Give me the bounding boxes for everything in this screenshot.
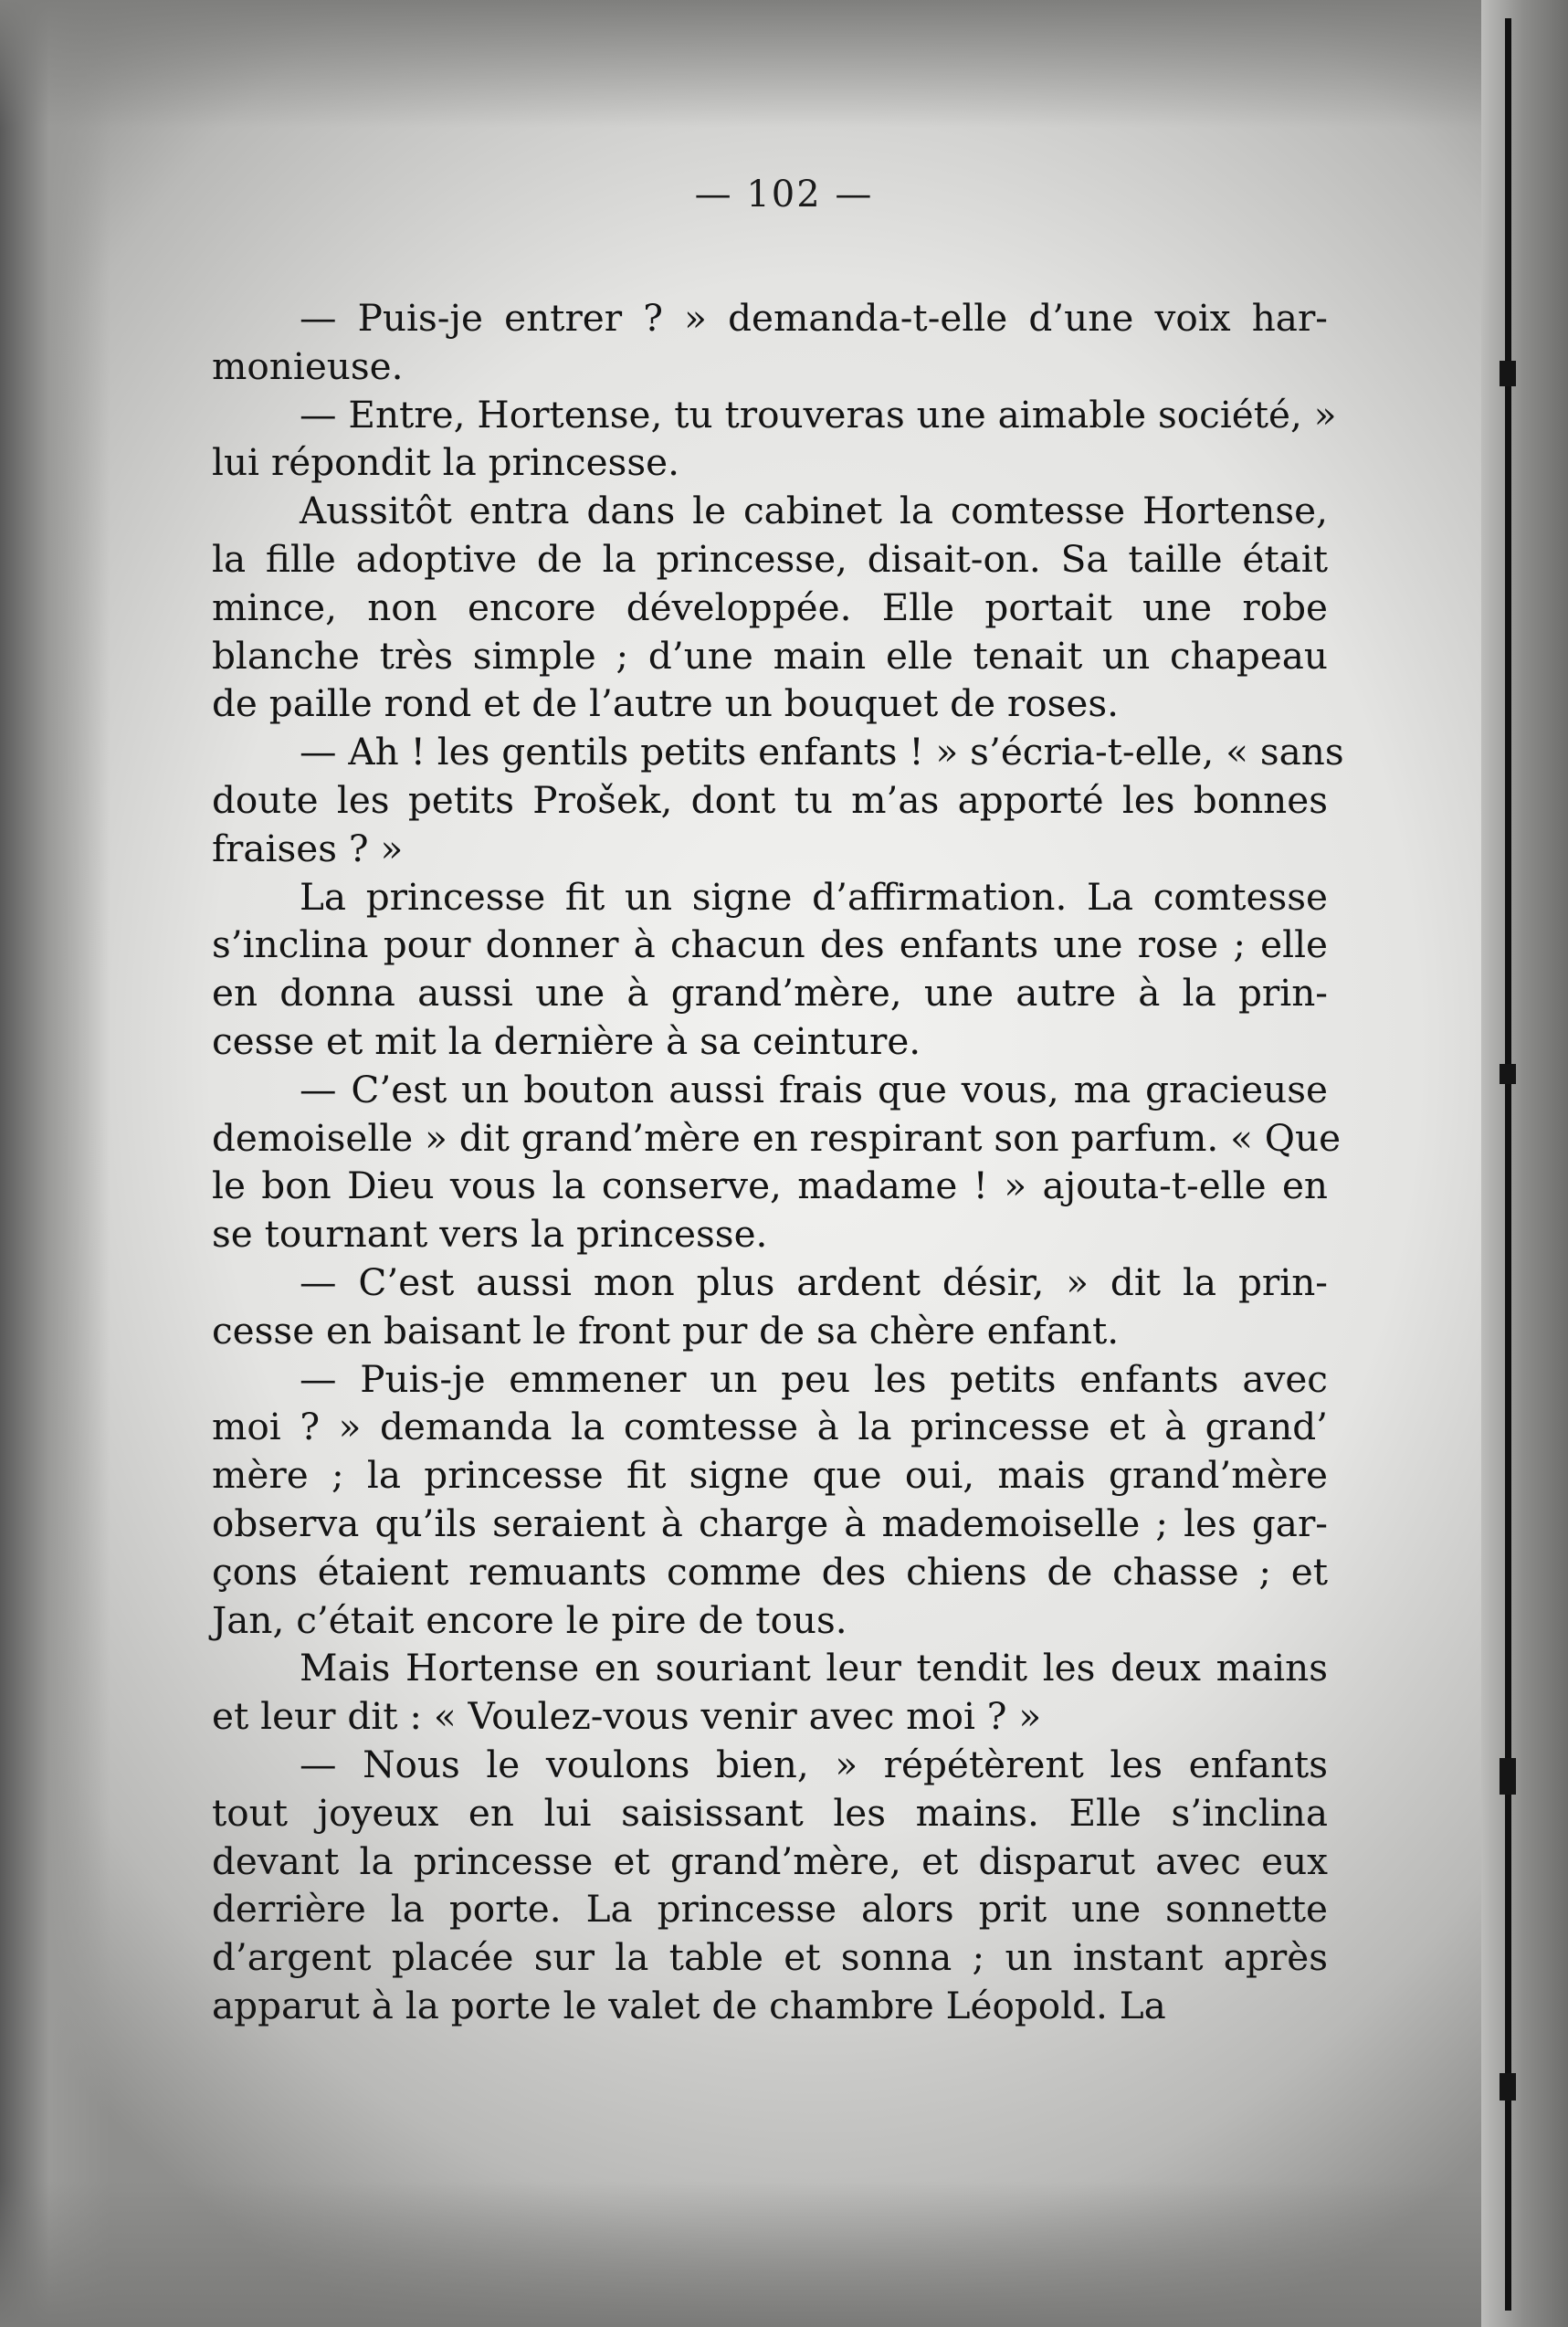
text-line: le bon Dieu vous la conserve, madame ! » ajouta-t-elle en [212, 1164, 1328, 1208]
text-line: Aussitôt entra dans le cabinet la comtesse Hortense, [300, 489, 1328, 533]
text-line: — C’est aussi mon plus ardent désir, » dit la prin- [300, 1259, 1328, 1304]
text-line: lui répondit la princesse. [212, 440, 679, 485]
paragraph [212, 1644, 1328, 1741]
text-line: doute les petits Prošek, dont tu m’as apporté les bonnes [212, 777, 1328, 822]
text-line: blanche très simple ; d’une main elle tenait un chapeau [212, 633, 1328, 678]
paragraph [212, 391, 1337, 488]
text-line: — Nous le voulons bien, » répétèrent les enfants [300, 1742, 1328, 1786]
paragraph [212, 294, 1328, 391]
text-line: monieuse. [212, 343, 404, 388]
text-line: — Ah ! les gentils petits enfants ! » s’écria-t-elle, « sans [300, 730, 1344, 774]
text-line: derrière la porte. La princesse alors prit une sonnette [212, 1887, 1328, 1932]
body-text [212, 294, 1344, 2030]
text-line: et leur dit : « Voulez-vous venir avec moi ? » [212, 1694, 1042, 1739]
text-line: Mais Hortense en souriant leur tendit les deux mains [300, 1646, 1328, 1690]
text-line: — Puis-je entrer ? » demanda-t-elle d’une voix har- [300, 296, 1328, 340]
page-number: — 102 — [694, 174, 874, 216]
text-line: — Puis-je emmener un peu les petits enfants avec [300, 1356, 1328, 1401]
text-line: Jan, c’était encore le pire de tous. [212, 1597, 847, 1642]
paragraph [212, 1741, 1328, 2030]
text-line: devant la princesse et grand’mère, et disparut avec eux [212, 1838, 1328, 1883]
paragraph [212, 487, 1328, 728]
text-line: fraises ? » [212, 826, 404, 870]
text-line: cesse en baisant le front pur de sa chère enfant. [212, 1308, 1120, 1353]
text-line: s’inclina pour donner à chacun des enfants une rose ; elle [212, 922, 1328, 967]
text-line: demoiselle » dit grand’mère en respirant son parfum. « Que [212, 1115, 1342, 1160]
text-line: la fille adoptive de la princesse, disait-on. Sa taille était [212, 536, 1328, 581]
text-line: La princesse fit un signe d’affirmation. La comtesse [300, 874, 1328, 919]
binding-mark [1500, 2073, 1516, 2101]
paragraph [212, 728, 1344, 872]
text-line: cesse et mit la dernière à sa ceinture. [212, 1018, 921, 1063]
binding-mark [1500, 1758, 1516, 1795]
text-line: tout joyeux en lui saisissant les mains. Elle s’inclina [212, 1790, 1328, 1835]
text-line: apparut à la porte le valet de chambre Léopold. La [212, 1983, 1166, 2027]
page-right-edge [1481, 0, 1568, 2327]
binding-mark [1500, 361, 1516, 386]
binding-mark [1500, 1064, 1516, 1084]
page-top-shadow [0, 0, 1568, 128]
text-line: moi ? » demanda la comtesse à la princesse et à grand’ [212, 1405, 1328, 1449]
text-line: se tournant vers la princesse. [212, 1212, 768, 1257]
text-line: en donna aussi une à grand’mère, une autre à la prin- [212, 971, 1328, 1016]
text-line: çons étaient remuants comme des chiens de chasse ; et [212, 1549, 1328, 1594]
text-line: — C’est un bouton aussi frais que vous, ma gracieuse [300, 1067, 1328, 1111]
paragraph [212, 873, 1328, 1066]
text-line: de paille rond et de l’autre un bouquet de roses. [212, 681, 1120, 726]
page-bottom-shadow [0, 2181, 1568, 2327]
paragraph [212, 1258, 1328, 1355]
text-line: observa qu’ils seraient à charge à mademoiselle ; les gar- [212, 1500, 1328, 1545]
text-line: mère ; la princesse fit signe que oui, mais grand’mère [212, 1453, 1328, 1498]
page-gutter-shadow [0, 0, 110, 2327]
text-line: — Entre, Hortense, tu trouveras une aimable société, » [300, 392, 1337, 437]
paragraph [212, 1355, 1328, 1645]
text-line: d’argent placée sur la table et sonna ; un instant après [212, 1935, 1328, 1980]
text-line: mince, non encore développée. Elle portait une robe [212, 584, 1328, 629]
paragraph [212, 1066, 1342, 1258]
